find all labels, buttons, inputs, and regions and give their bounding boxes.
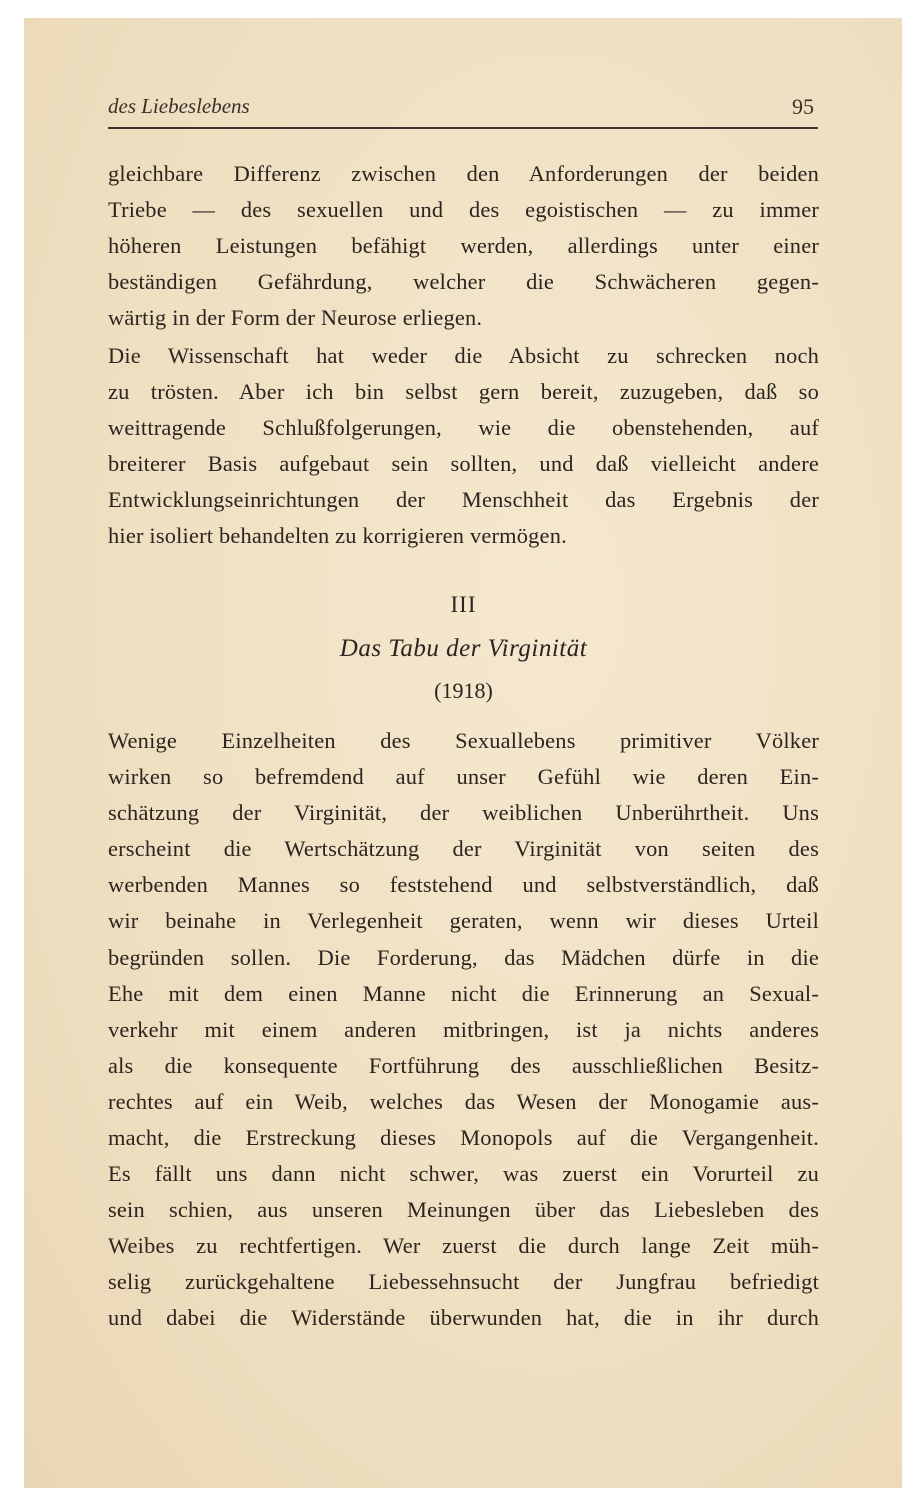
text-line: Ehe mit dem einen Manne nicht die Erinnerung an Sexual- bbox=[108, 980, 819, 1006]
text-line: Weibes zu rechtfertigen. Wer zuerst die durch lange Zeit müh- bbox=[108, 1233, 819, 1259]
text-line: Triebe — des sexuellen und des egoistischen — zu immer bbox=[108, 197, 819, 223]
text-line: rechtes auf ein Weib, welches das Wesen der Monogamie aus- bbox=[108, 1088, 819, 1114]
text-line: zu trösten. Aber ich bin selbst gern bereit, zuzugeben, daß so bbox=[108, 379, 819, 405]
text-line: erscheint die Wertschätzung der Virginität von seiten des bbox=[108, 836, 819, 862]
text-line: macht, die Erstreckung dieses Monopols auf die Vergangenheit. bbox=[108, 1125, 819, 1151]
paragraph-virginity bbox=[108, 723, 819, 1156]
text-line: weittragende Schlußfolgerungen, wie die obenstehenden, auf bbox=[108, 415, 819, 441]
page-number: 95 bbox=[792, 94, 814, 119]
section-year: (1918) bbox=[434, 678, 493, 703]
text-line: gleichbare Differenz zwischen den Anforderungen der beiden bbox=[108, 161, 819, 186]
text-line: beständigen Gefährdung, welcher die Schwächeren gegen- bbox=[108, 269, 819, 295]
paragraph-prejudice bbox=[108, 1156, 819, 1336]
book-page bbox=[24, 18, 902, 1488]
text-line: Es fällt uns dann nicht schwer, was zuerst ein Vorurteil zu bbox=[108, 1161, 819, 1186]
paragraph-science bbox=[108, 338, 819, 555]
running-head bbox=[108, 94, 814, 124]
header-rule bbox=[108, 127, 818, 129]
section-number: III bbox=[450, 592, 477, 617]
text-line: werbenden Mannes so feststehend und selbstverständlich, daß bbox=[108, 872, 819, 898]
text-line: höheren Leistungen befähigt werden, allerdings unter einer bbox=[108, 233, 819, 259]
text-line: Die Wissenschaft hat weder die Absicht zu schrecken noch bbox=[108, 343, 819, 368]
text-line: wirken so befremdend auf unser Gefühl wie deren Ein- bbox=[108, 764, 819, 790]
text-line: sein schien, aus unseren Meinungen über das Liebesleben des bbox=[108, 1197, 819, 1223]
text-line: und dabei die Widerstände überwunden hat, die in ihr durch bbox=[108, 1305, 819, 1331]
text-line: selig zurückgehaltene Liebessehnsucht der Jungfrau befriedigt bbox=[108, 1269, 819, 1295]
text-line: schätzung der Virginität, der weiblichen Unberührtheit. Uns bbox=[108, 800, 819, 826]
text-line: wir beinahe in Verlegenheit geraten, wenn wir dieses Urteil bbox=[108, 908, 819, 934]
text-line: hier isoliert behandelten zu korrigieren vermögen. bbox=[108, 523, 567, 549]
text-line: begründen sollen. Die Forderung, das Mädchen dürfe in die bbox=[108, 944, 819, 970]
text-line: Entwicklungseinrichtungen der Menschheit das Ergebnis der bbox=[108, 487, 819, 513]
paragraph-continuation bbox=[108, 156, 819, 336]
running-title: des Liebeslebens bbox=[108, 94, 250, 118]
section-title: Das Tabu der Virginität bbox=[339, 635, 588, 662]
text-line: breiterer Basis aufgebaut sein sollten, und daß vielleicht andere bbox=[108, 451, 819, 477]
text-line: wärtig in der Form der Neurose erliegen. bbox=[108, 305, 483, 331]
text-line: verkehr mit einem anderen mitbringen, ist ja nichts anderes bbox=[108, 1016, 819, 1042]
text-line: als die konsequente Fortführung des ausschließlichen Besitz- bbox=[108, 1052, 819, 1078]
text-line: Wenige Einzelheiten des Sexuallebens primitiver Völker bbox=[108, 728, 819, 753]
